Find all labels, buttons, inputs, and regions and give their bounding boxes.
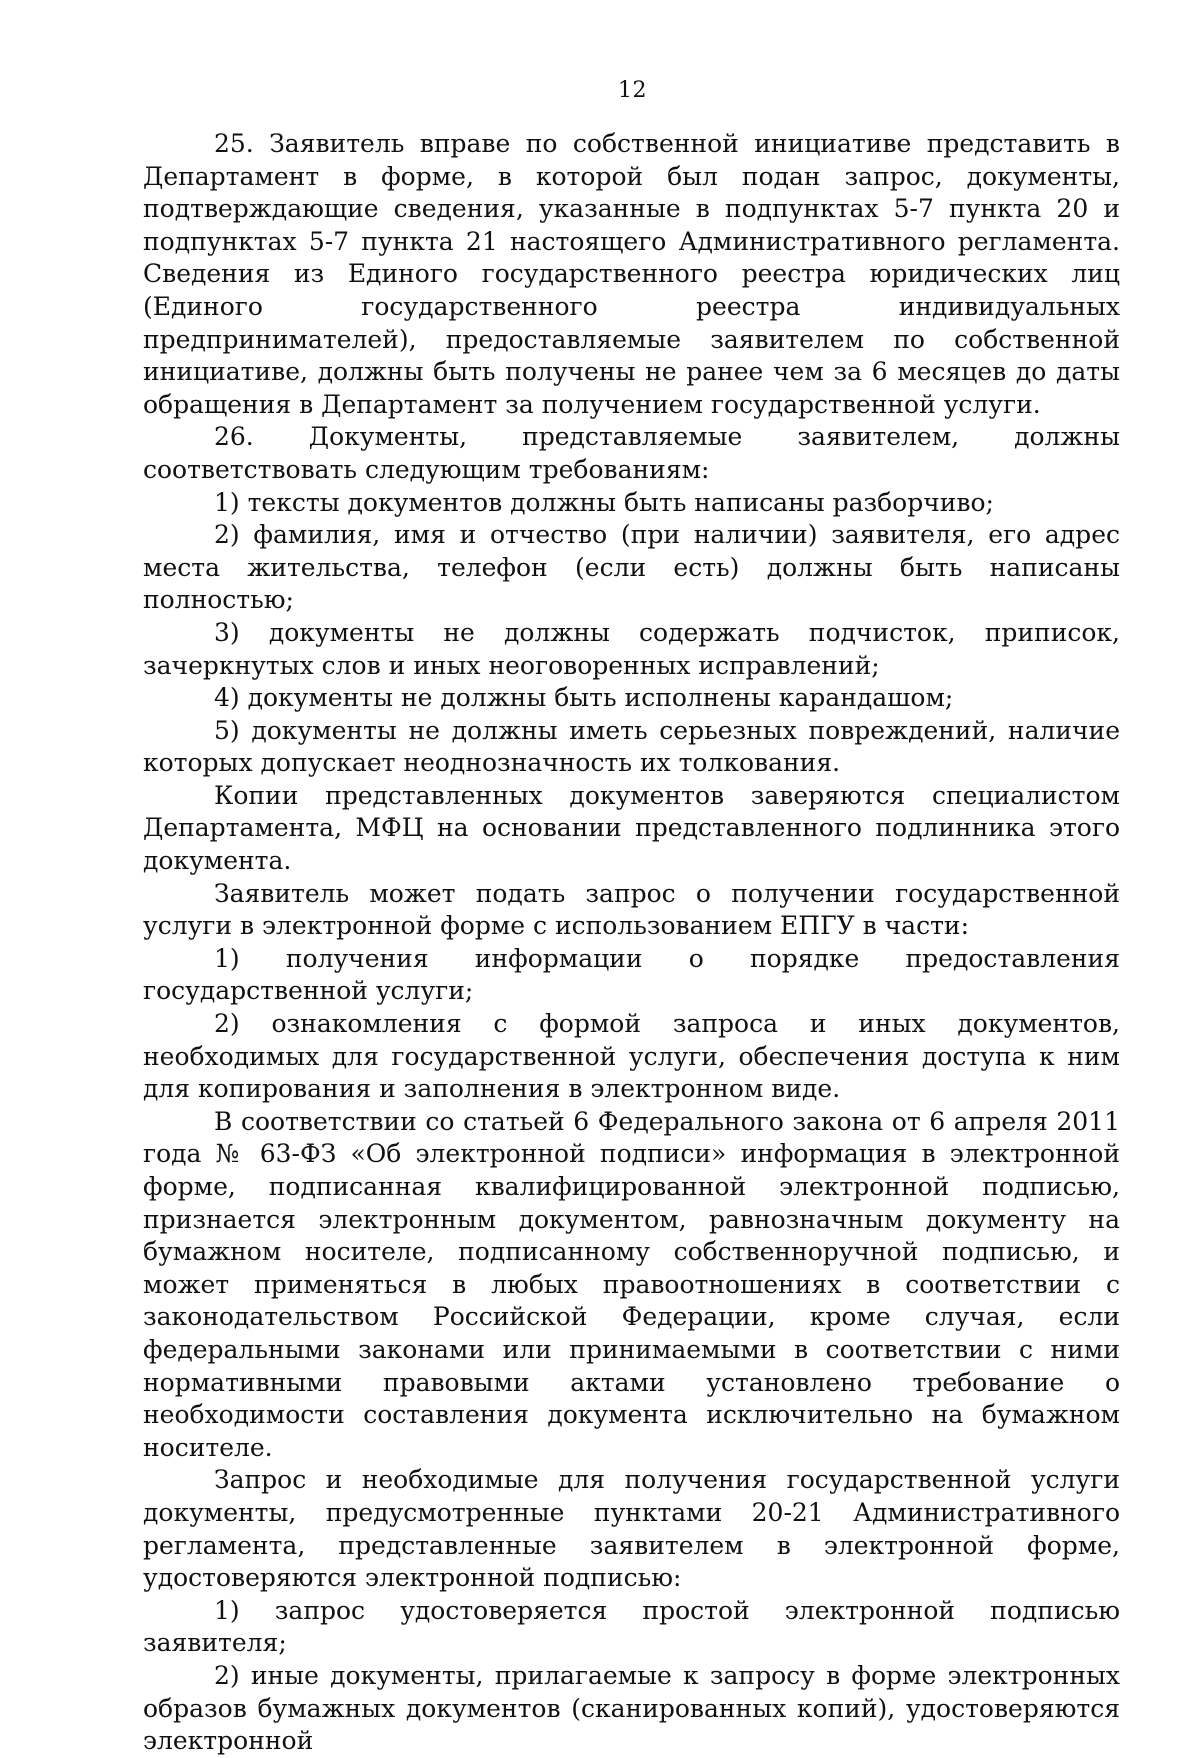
list-item: 2) иные документы, прилагаемые к запросу в форме электронных образов бумажных документов (сканированных копий), удостоверяются электронной xyxy=(143,1660,1120,1756)
paragraph: В соответствии со статьей 6 Федерального закона от 6 апреля 2011 года № 63-ФЗ «Об электронной подписи» информация в электронной форме, подписанная квалифицированной электронной подписью, признается электронным документом, равнозначным документу на бумажном носителе, подписанному собственноручной подписью, и может применяться в любых правоотношениях в соответствии с законодательством Российской Федерации, кроме случая, если федеральными законами или принимаемыми в соответствии с ними нормативными правовыми актами установлено требование о необходимости составления документа исключительно на бумажном носителе. xyxy=(143,1106,1120,1462)
paragraph: Копии представленных документов заверяются специалистом Департамента, МФЦ на основании представленного подлинника этого документа. xyxy=(143,780,1120,876)
paragraph: Запрос и необходимые для получения государственной услуги документы, предусмотренные пунктами 20-21 Административного регламента, представленные заявителем в электронной форме, удостоверяются электронной подписью: xyxy=(143,1465,1120,1593)
list-item: 4) документы не должны быть исполнены карандашом; xyxy=(214,683,954,713)
list-item: 2) ознакомления с формой запроса и иных документов, необходимых для государственной услуги, обеспечения доступа к ним для копирования и заполнения в электронном виде. xyxy=(143,1009,1120,1104)
document-body xyxy=(143,128,1120,1758)
list-item: 1) получения информации о порядке предоставления государственной услуги; xyxy=(143,943,1120,1006)
paragraph: Заявитель может подать запрос о получении государственной услуги в электронной форме с использованием ЕПГУ в части: xyxy=(143,878,1120,941)
paragraph-25: 25. Заявитель вправе по собственной инициативе представить в Департамент в форме, в которой был подан запрос, документы, подтверждающие сведения, указанные в подпунктах 5-7 пункта 20 и подпунктах 5-7 пункта 21 настоящего Административного регламента. Сведения из Единого государственного реестра юридических лиц (Единого государственного реестра индивидуальных предпринимателей), предоставляемые заявителем по собственной инициативе, должны быть получены не ранее чем за 6 месяцев до даты обращения в Департамент за получением государственной услуги. xyxy=(143,129,1120,419)
list-item: 1) запрос удостоверяется простой электронной подписью заявителя; xyxy=(143,1595,1120,1658)
list-item: 2) фамилия, имя и отчество (при наличии) заявителя, его адрес места жительства, телефон (если есть) должны быть написаны полностью; xyxy=(143,520,1120,615)
list-item: 5) документы не должны иметь серьезных повреждений, наличие которых допускает неоднозначность их толкования. xyxy=(143,715,1120,778)
page-number: 12 xyxy=(618,78,647,103)
list-item: 1) тексты документов должны быть написаны разборчиво; xyxy=(214,487,994,517)
paragraph-26: 26. Документы, представляемые заявителем, должны соответствовать следующим требованиям: xyxy=(143,422,1120,484)
list-item: 3) документы не должны содержать подчисток, приписок, зачеркнутых слов и иных неоговоренных исправлений; xyxy=(143,617,1120,680)
